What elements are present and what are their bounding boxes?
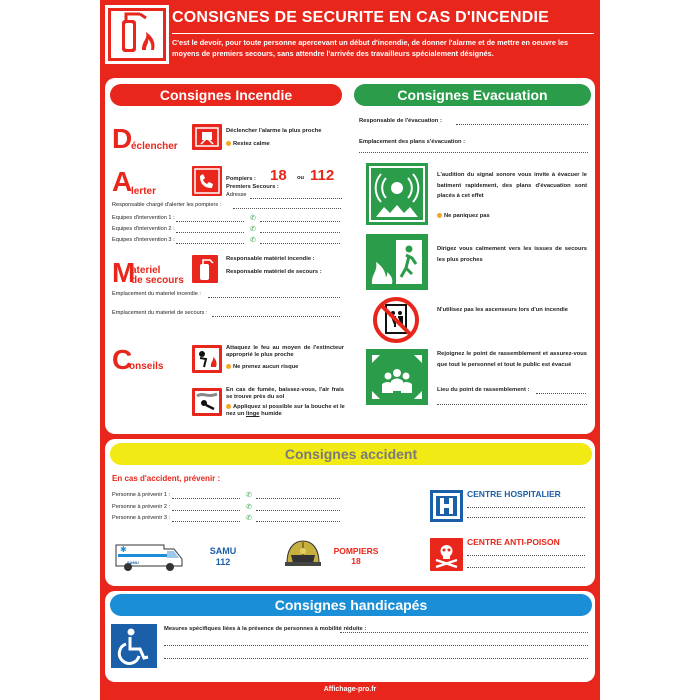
personne-2: Personne à prévenir 2 : xyxy=(112,504,171,510)
accident-prevenir: En cas d'accident, prévenir : xyxy=(112,474,221,483)
handicap-line-3 xyxy=(164,658,588,659)
wheelchair-icon xyxy=(111,624,157,668)
empl-secours-line xyxy=(212,316,340,317)
evac-lieu-line xyxy=(536,393,586,394)
warning-dot-icon xyxy=(226,364,231,369)
accident-heading: Consignes accident xyxy=(110,443,592,465)
antipoison-label: CENTRE ANTI-POISON xyxy=(467,537,560,547)
personne-3-line xyxy=(172,521,240,522)
evac-step-4: Rejoignez le point de rassemblement et assurez-vous que tout le personnel et tout le public est évacué xyxy=(437,351,587,368)
resp-materiel-secours: Responsable matériel de secours : xyxy=(226,269,322,275)
incendie-heading: Consignes Incendie xyxy=(110,84,342,106)
antipoison-line-1 xyxy=(467,555,585,556)
antipoison-line-2 xyxy=(467,567,585,568)
personne-1-phone-line xyxy=(256,498,340,499)
declencher-letter: D xyxy=(112,123,133,154)
empl-materiel-secours: Emplacement du materiel de secours : xyxy=(112,310,208,316)
materiel-letter: M xyxy=(112,257,136,288)
personne-3-phone-line xyxy=(256,521,340,522)
phone-small-icon: ✆ xyxy=(250,237,256,244)
extinguisher-icon xyxy=(192,255,218,283)
safety-poster xyxy=(100,0,600,700)
fire-fighting-icon xyxy=(192,345,222,373)
declencher-word: éclencher xyxy=(131,141,178,152)
evac-lieu-line-2 xyxy=(437,404,587,405)
emergency-exit-icon xyxy=(366,234,428,290)
alerter-letter: A xyxy=(112,166,133,197)
title-divider xyxy=(172,33,594,34)
phone-small-icon: ✆ xyxy=(246,492,252,499)
evac-step-1-tip: Ne paniquez pas xyxy=(437,213,490,220)
adresse-label: Adresse xyxy=(226,192,247,198)
evac-step-2: Dirigez vous calmement vers les issues de secours les plus proches xyxy=(437,246,587,263)
evacuation-heading: Consignes Evacuation xyxy=(354,84,591,106)
poison-icon xyxy=(430,538,463,571)
assembly-point-icon xyxy=(366,349,428,405)
declencher-action: Déclencher l'alarme la plus proche xyxy=(226,128,322,134)
materiel-word-2: de secours xyxy=(131,275,184,286)
no-elevator-icon xyxy=(370,296,422,344)
firefighter-helmet-icon xyxy=(283,537,323,573)
equipe-2-line xyxy=(176,232,244,233)
conseil-1: Attaquez le feu au moyen de l'extincteur approprié le plus proche xyxy=(226,345,344,359)
personne-1-line xyxy=(172,498,240,499)
conseil-2: En cas de fumée, baissez-vous, l'air frais se trouve près du sol xyxy=(226,387,344,401)
equipe-1-line xyxy=(176,221,244,222)
evac-step-3: N'utilisez pas les ascenseurs lors d'un incendie xyxy=(437,307,568,313)
footer-brand[interactable]: Affichage-pro.fr xyxy=(323,686,377,693)
conseil-1-tip: Ne prenez aucun risque xyxy=(226,364,298,371)
handicap-line-2 xyxy=(164,645,588,646)
personne-2-phone-line xyxy=(256,510,340,511)
resp-materiel-incendie: Responsable matériel incendie : xyxy=(226,256,315,262)
equipe-2-phone-line xyxy=(260,232,340,233)
pompiers-number-112: 112 xyxy=(310,167,335,184)
samu-number: 112 xyxy=(215,557,231,567)
equipe-2: Equipes d'intervention 2 : xyxy=(112,226,175,232)
warning-dot-icon xyxy=(437,213,442,218)
responsable-alerte: Responsable chargé d'alerter les pompiers : xyxy=(112,202,222,208)
warning-dot-icon xyxy=(226,404,231,409)
evac-plans-line xyxy=(359,152,588,153)
evac-step-1: L'audition du signal sonore vous invite à évacuer le batiment rapidement, des plans d'évacuation sont placés à cet effet xyxy=(437,172,587,199)
adresse-line xyxy=(250,198,342,199)
conseil-2-tip: Appliquez si possible sur la bouche et le nez un linge humide xyxy=(226,404,345,418)
handicap-text: Mesures spécifiques liées à la présence de personnes à mobilité réduite : xyxy=(164,626,367,632)
pompiers-number-18: 18 xyxy=(270,167,287,184)
alarm-button-icon xyxy=(192,124,222,150)
hospital-label: CENTRE HOSPITALIER xyxy=(467,489,561,499)
alerter-word: lerter xyxy=(131,186,157,197)
declencher-tip: Restez calme xyxy=(226,141,270,148)
equipe-3-phone-line xyxy=(260,243,340,244)
ou-label: ou xyxy=(297,175,305,181)
premiers-secours-label: Premiers Secours : xyxy=(226,184,279,190)
conseils-letter: C xyxy=(112,344,133,375)
hospital-line-1 xyxy=(467,507,585,508)
equipe-3: Equipes d'intervention 3 : xyxy=(112,237,175,243)
warning-dot-icon xyxy=(226,141,231,146)
smoke-crawl-icon xyxy=(192,388,222,416)
phone-small-icon: ✆ xyxy=(250,215,256,222)
personne-2-line xyxy=(172,510,240,511)
ambulance-icon xyxy=(112,539,186,573)
conseils-word: onseils xyxy=(129,361,164,372)
pompiers-label: POMPIERS xyxy=(333,546,379,556)
equipe-1: Equipes d'intervention 1 : xyxy=(112,215,175,221)
equipe-1-phone-line xyxy=(260,221,340,222)
personne-3: Personne à prévenir 3 : xyxy=(112,515,171,521)
evac-responsable-line xyxy=(456,124,588,125)
hospital-icon xyxy=(430,490,463,522)
handicap-line-1 xyxy=(340,632,588,633)
pompiers-label: Pompiers : xyxy=(226,176,256,182)
empl-materiel-incendie: Emplacement du materiel incendie : xyxy=(112,291,201,297)
pompiers-number: 18 xyxy=(351,556,361,566)
samu-label: SAMU xyxy=(209,546,237,556)
handicap-heading: Consignes handicapés xyxy=(110,594,592,616)
intro-text: C'est le devoir, pour toute personne apercevant un début d'incendie, de donner l'alarme et de mettre en oeuvre les moyens de premiers secours, sans attendre l'arrivée des travailleurs spécialement désignés. xyxy=(172,38,569,58)
responsable-line xyxy=(233,208,341,209)
evac-plans: Emplacement des plans s'évacuation : xyxy=(359,139,466,145)
alarm-signal-icon xyxy=(366,163,428,225)
phone-icon xyxy=(192,166,222,196)
ambulance-label: SAMU xyxy=(127,560,139,565)
phone-small-icon: ✆ xyxy=(246,504,252,511)
personne-1: Personne à prévenir 1 : xyxy=(112,492,171,498)
empl-incendie-line xyxy=(208,297,340,298)
phone-small-icon: ✆ xyxy=(250,226,256,233)
poster-title: CONSIGNES DE SECURITE EN CAS D'INCENDIE xyxy=(172,9,549,26)
phone-small-icon: ✆ xyxy=(246,515,252,522)
equipe-3-line xyxy=(176,243,244,244)
extinguisher-logo xyxy=(105,5,169,64)
materiel-word-1: ateriel xyxy=(131,265,161,276)
svg-text:✱: ✱ xyxy=(120,545,127,554)
evac-lieu: Lieu du point de rassemblement : xyxy=(437,387,530,393)
hospital-line-2 xyxy=(467,517,585,518)
evac-responsable: Responsable de l'évacuation : xyxy=(359,118,442,124)
